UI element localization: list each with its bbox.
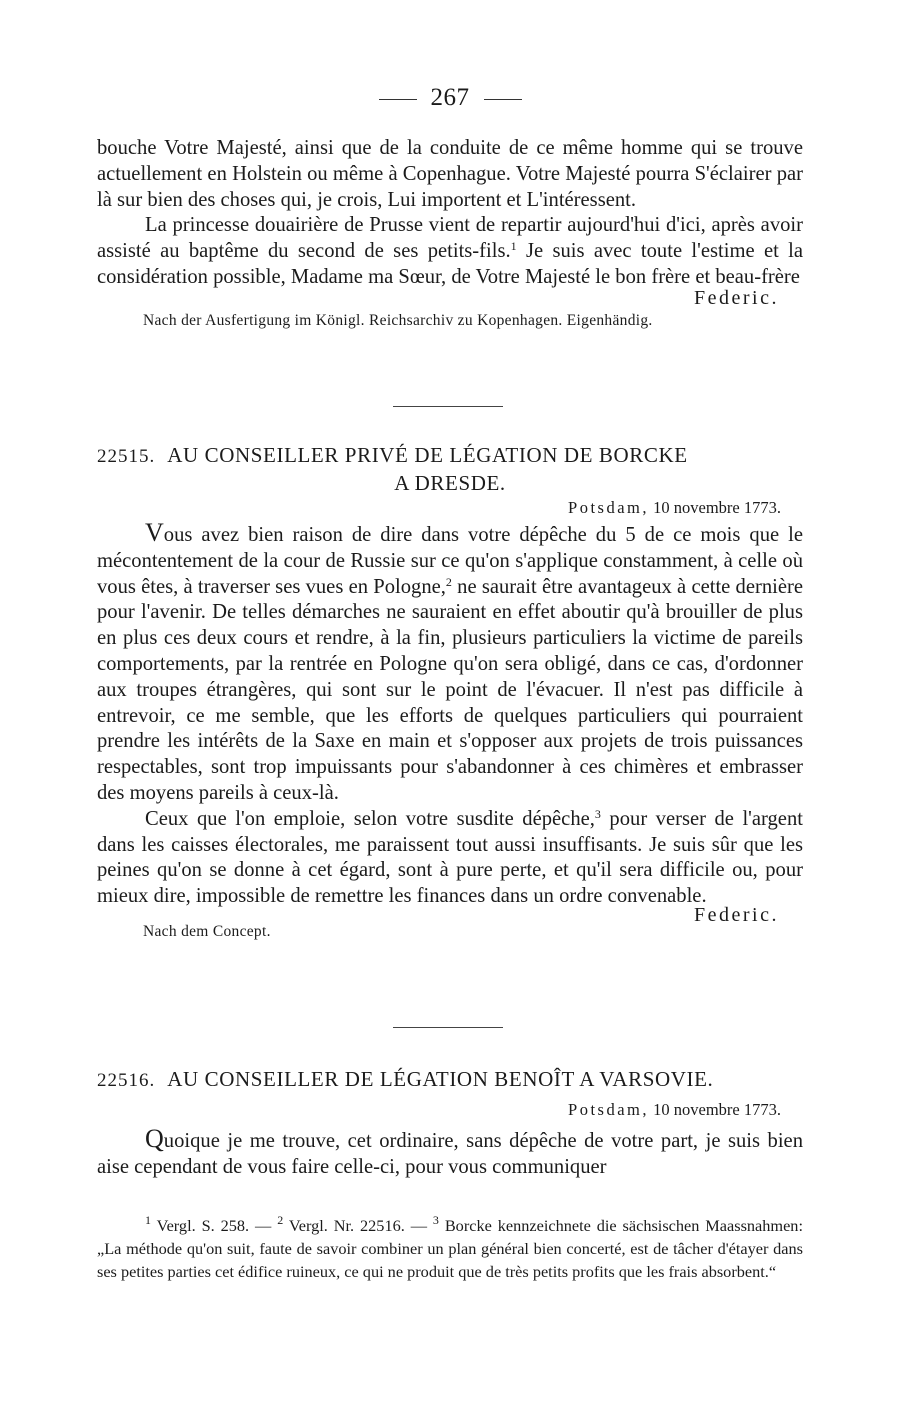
letter-22515 (97, 442, 803, 941)
letter-heading (97, 1066, 803, 1094)
dateline: Potsdam, 10 novembre 1773. (568, 1100, 781, 1119)
footnotes (97, 1214, 803, 1283)
footnote-ref: 3 (594, 806, 601, 821)
letter-number: 22516. (97, 1070, 156, 1091)
footnote-2: Vergl. Nr. 22516. (288, 1216, 405, 1235)
footnote-block: $^1$ Vergl. S. 258. — $^2$ Vergl. Nr. 22516. — $^3$ Borcke kennzeichnete die sächsischen Maassnahmen: „La méthode qu'on suit, faute de savoir combiner un plan général bien concerté, est de tâcher d'étayer dans ses petites parties cet édifice ruineux, ce qui ne produit que de très petits profits que les frais absorbent.“ (97, 1213, 803, 1281)
letter-title: AU CONSEILLER PRIVÉ DE LÉGATION DE BORCKE (167, 443, 688, 467)
initial-letter: Q (145, 1124, 164, 1153)
footnote-ref: 2 (445, 574, 452, 589)
footnote-3: Borcke kennzeichnete die sächsischen Maassnahmen: „La méthode qu'on suit, faute de savoir combiner un plan général bien concerté, est de tâcher d'étayer dans ses petites parties cet édifice ruineux, ce qui ne produit que de très petits profits que les frais absorbent.“ (97, 1216, 803, 1281)
page-header (0, 84, 900, 112)
footnote-1: Vergl. S. 258. (156, 1216, 250, 1235)
header-dash-left (379, 99, 417, 100)
footnote-ref: 1 (510, 239, 517, 254)
initial-letter: V (145, 518, 164, 547)
letter-22516 (97, 1066, 803, 1181)
signature: Federic. (694, 903, 779, 926)
letter-continuation (97, 136, 803, 330)
dateline: Potsdam, 10 novembre 1773. (568, 498, 781, 517)
letter-heading (97, 442, 803, 496)
separator-rule (393, 406, 503, 407)
paragraph: La princesse douairière de Prusse vient de repartir aujourd'hui d'ici, après avoir assisté au baptême du second de ses petits-fils.$^1$ Je suis avec toute l'estime et la considération possible, Madame ma Sœur, de Votre Majesté le bon frère et beau-frère (97, 214, 804, 288)
letter-number: 22515. (97, 446, 156, 467)
source-note: Nach der Ausfertigung im Königl. Reichsarchiv zu Kopenhagen. Eigenhändig. (143, 311, 653, 329)
paragraph: Vous avez bien raison de dire dans votre dépêche du 5 de ce mois que le mécontentement de la cour de Russie sur ce qu'on s'applique constamment, à celle où vous êtes, à traverser ses vues en Pologne,$^2$ ne saurait être avantageux à cette dernière pour l'avenir. De telles démarches ne sauraient en effet aboutir qu'à brouiller de plus en plus ces deux cours et rendre, à la fin, plusieurs particuliers la victime de pareils comportements, par la rentrée en Pologne qu'on sera obligé, dans ce cas, d'ordonner aux troupes étrangères, qui sont sur le point de l'évacuer. Il n'est pas difficile à entrevoir, ce me semble, que les efforts de quelques particuliers qui pourraient prendre les intérêts de la Saxe en main et s'opposer aux projets de trois puissances respectables, sont trop impuissants pour s'abandonner à ces chimères et embrasser des moyens pareils à ceux-là. (97, 518, 803, 804)
paragraph: Ceux que l'on emploie, selon votre susdite dépêche,$^3$ pour verser de l'argent dans les caisses électorales, me paraissent tout aussi insuffisants. Je suis sûr que les peines qu'on se donne à cet égard, sont à pure perte, et qu'il sera difficile ou, pour mieux dire, impossible de remettre les finances dans un ordre convenable. (97, 806, 803, 908)
letter-title-line2: A DRESDE. (394, 471, 506, 495)
signature: Federic. (694, 286, 779, 309)
paragraph: bouche Votre Majesté, ainsi que de la conduite de ce même homme qui se trouve actuellement en Holstein ou même à Copenhague. Votre Majesté pourra S'éclairer par là sur bien des choses qui, je crois, Lui importent et L'intéressent. (97, 137, 803, 211)
letter-title: AU CONSEILLER DE LÉGATION BENOÎT A VARSOVIE. (167, 1067, 714, 1091)
header-dash-right (484, 99, 522, 100)
source-note: Nach dem Concept. (143, 922, 271, 940)
page-number: 267 (430, 84, 470, 111)
paragraph: Quoique je me trouve, cet ordinaire, sans dépêche de votre part, je suis bien aise cependant de vous faire celle-ci, pour vous communiquer (97, 1124, 803, 1178)
separator-rule (393, 1027, 503, 1028)
